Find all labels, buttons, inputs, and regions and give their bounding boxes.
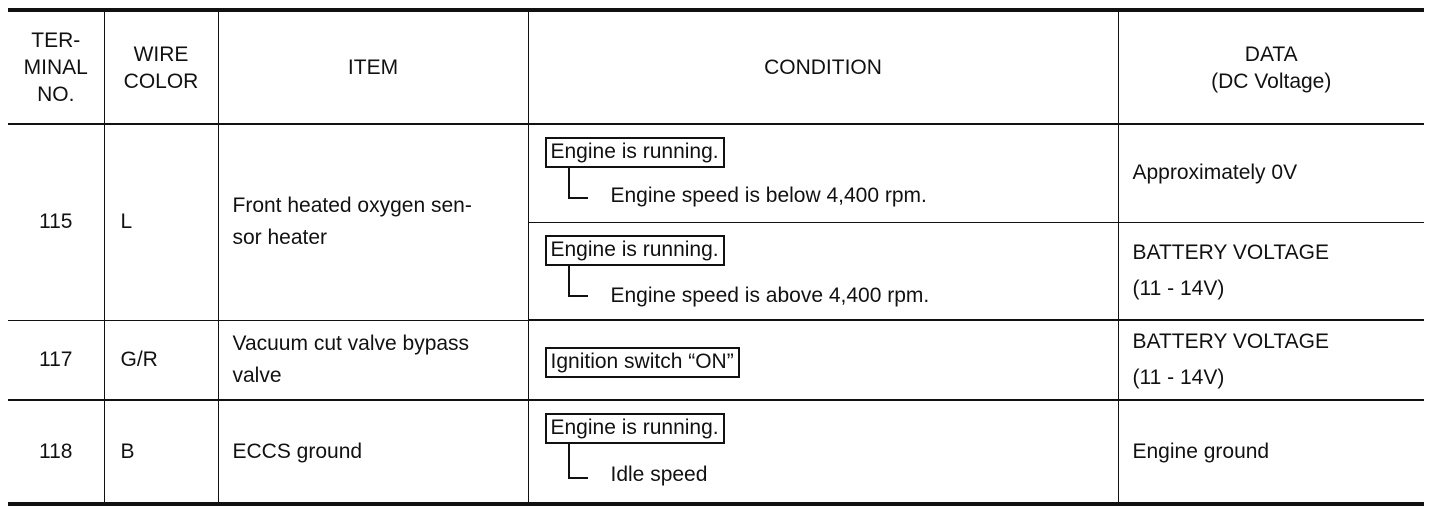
terminal-number: 118	[8, 400, 104, 504]
wire-color-header: WIRE COLOR	[104, 10, 218, 124]
table-row	[8, 320, 1424, 400]
data-cell: BATTERY VOLTAGE (11 - 14V)	[1118, 222, 1424, 320]
condition-cell	[528, 124, 1118, 222]
wire-color: L	[104, 124, 218, 320]
condition-box: Engine is running.	[545, 235, 725, 266]
terminal-number: 117	[8, 320, 104, 400]
condition-detail: Engine speed is above 4,400 rpm.	[610, 283, 930, 307]
branch-connector	[568, 167, 588, 199]
condition-cell	[528, 222, 1118, 320]
terminal-no-header: TER- MINAL NO.	[8, 10, 104, 124]
data-cell: BATTERY VOLTAGE (11 - 14V)	[1118, 320, 1424, 400]
terminal-number: 115	[8, 124, 104, 320]
condition-cell	[528, 400, 1118, 504]
branch-connector	[568, 265, 588, 297]
wire-color: G/R	[104, 320, 218, 400]
condition-header: CONDITION	[528, 10, 1118, 124]
data-header: DATA (DC Voltage)	[1118, 10, 1424, 124]
condition-box: Ignition switch “ON”	[545, 347, 740, 378]
terminal-data-table	[8, 8, 1424, 506]
table-row	[8, 400, 1424, 504]
condition-box: Engine is running.	[545, 137, 725, 168]
wire-color: B	[104, 400, 218, 504]
data-cell: Approximately 0V	[1118, 124, 1424, 222]
item-cell: Front heated oxygen sen- sor heater	[218, 124, 528, 320]
condition-detail: Idle speed	[610, 463, 708, 486]
data-cell: Engine ground	[1118, 400, 1424, 504]
condition-detail: Engine speed is below 4,400 rpm.	[610, 184, 927, 207]
branch-connector	[568, 443, 588, 479]
condition-cell	[528, 320, 1118, 400]
item-cell: ECCS ground	[218, 400, 528, 504]
item-header: ITEM	[218, 10, 528, 124]
header-row	[8, 10, 1424, 124]
table-row	[8, 124, 1424, 222]
item-cell: Vacuum cut valve bypass valve	[218, 320, 528, 400]
condition-box: Engine is running.	[545, 413, 725, 444]
